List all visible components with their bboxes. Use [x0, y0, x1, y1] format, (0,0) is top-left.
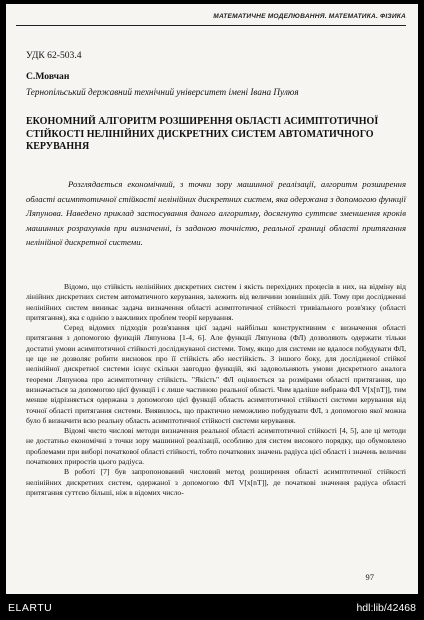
page-number: 97	[365, 572, 374, 582]
paragraph: Відомо, що стійкість нелінійних дискретних систем і якість перехідних процесів в них, на відміну від лінійних дискретних систем автоматичного керування, залежить від величини зовнішніх дій. Тому при дослідженні нелінійних систем виникає задача визначення області асимптотичної стійкості тривіального розв'язку (області притягання), яка є однією з важливих проблем теорії керування.	[26, 282, 406, 322]
document-page	[6, 4, 418, 594]
paragraph: Серед відомих підходів розв'язання цієї задачі найбільш конструктивним є визначення області притягання з допомогою функцій Ляпунова [1-4, 6]. Але функції Ляпунова (ФЛ) дозволяють одержати тільки достатні умови асимптотичної стійкості досліджуваної системи. Тому, якщо для системи не вдалося побудувати ФЛ, це ще не дозволяє робити висновок про її стійкість або нестійкість. З іншого боку, для дослідженої стійкої нелінійної дискретної системи існує скільки завгодно функцій, які задовольняють умови дискретного аналога теореми Ляпунова про асимптотичну стійкість. "Якість" ФЛ оцінюється за розмірами області притягання, що визначається за допомогою цієї функції і є лише частиною реальної області. Чим вдаліше вибрана ФЛ V[x[nT]], тим менше відрізняється одержана з допомогою цієї функції область асимптотичної стійкості системи керування від точної області притягання системи. Виявилось, що практично неможливо побудувати ФЛ, з допомогою якої можна було б визначити всю реальну область асимптотичної стійкості системи керування.	[26, 323, 406, 425]
udk-code: УДК 62-503.4	[26, 50, 82, 61]
affiliation: Тернопільський державний технічний університет імені Івана Пулюя	[26, 87, 299, 97]
article-title: ЕКОНОМНИЙ АЛГОРИТМ РОЗШИРЕННЯ ОБЛАСТІ АСИМПТОТИЧНОЇ СТІЙКОСТІ НЕЛІНІЙНИХ ДИСКРЕТНИХ СИСТЕМ АВТОМАТИЧНОГО КЕРУВАННЯ	[26, 116, 379, 153]
author-name: С.Мовчан	[26, 71, 70, 82]
viewer-footer	[0, 598, 424, 620]
paragraph: Відомі чисто числові методи визначення реальної області асимптотичної стійкості [4, 5], але ці методи не достатньо економічні з точки зору машинної реалізації, особливо для систем високого порядку, що обумовлено проблемами при виборі початкової області стійкості, тобто початкових значень радіуса цієї області і значень величин початкових приростів цього радіуса.	[26, 426, 406, 467]
running-header: МАТЕМАТИЧНЕ МОДЕЛЮВАННЯ. МАТЕМАТИКА. ФІЗИКА	[16, 13, 406, 26]
abstract: Розглядається економічний, з точки зору машинної реалізації, алгоритм розширення області асимптотичної стійкості нелінійних дискретних систем, яка одержана з допомогою функції Ляпунова. Наведено приклад застосування даного алгоритму, досягнуто суттєве зменшення кроків машинних розрахунків при визначенні, із заданою точністю, реальної границі області притягання нелінійної дискретної системи.	[26, 179, 406, 248]
repository-label: ELARTU	[8, 602, 53, 614]
paragraph: В роботі [7] був запропонований числовий метод розширення області асимптотичної стійкості нелінійних дискретних систем, одержаної з допомогою ФЛ V[x[nT]], де початкові значення радіуса області притягання суттєво більші, ніж в відомих число-	[26, 467, 406, 497]
handle-label: hdl:lib/42468	[356, 602, 416, 614]
article-body	[26, 282, 406, 498]
